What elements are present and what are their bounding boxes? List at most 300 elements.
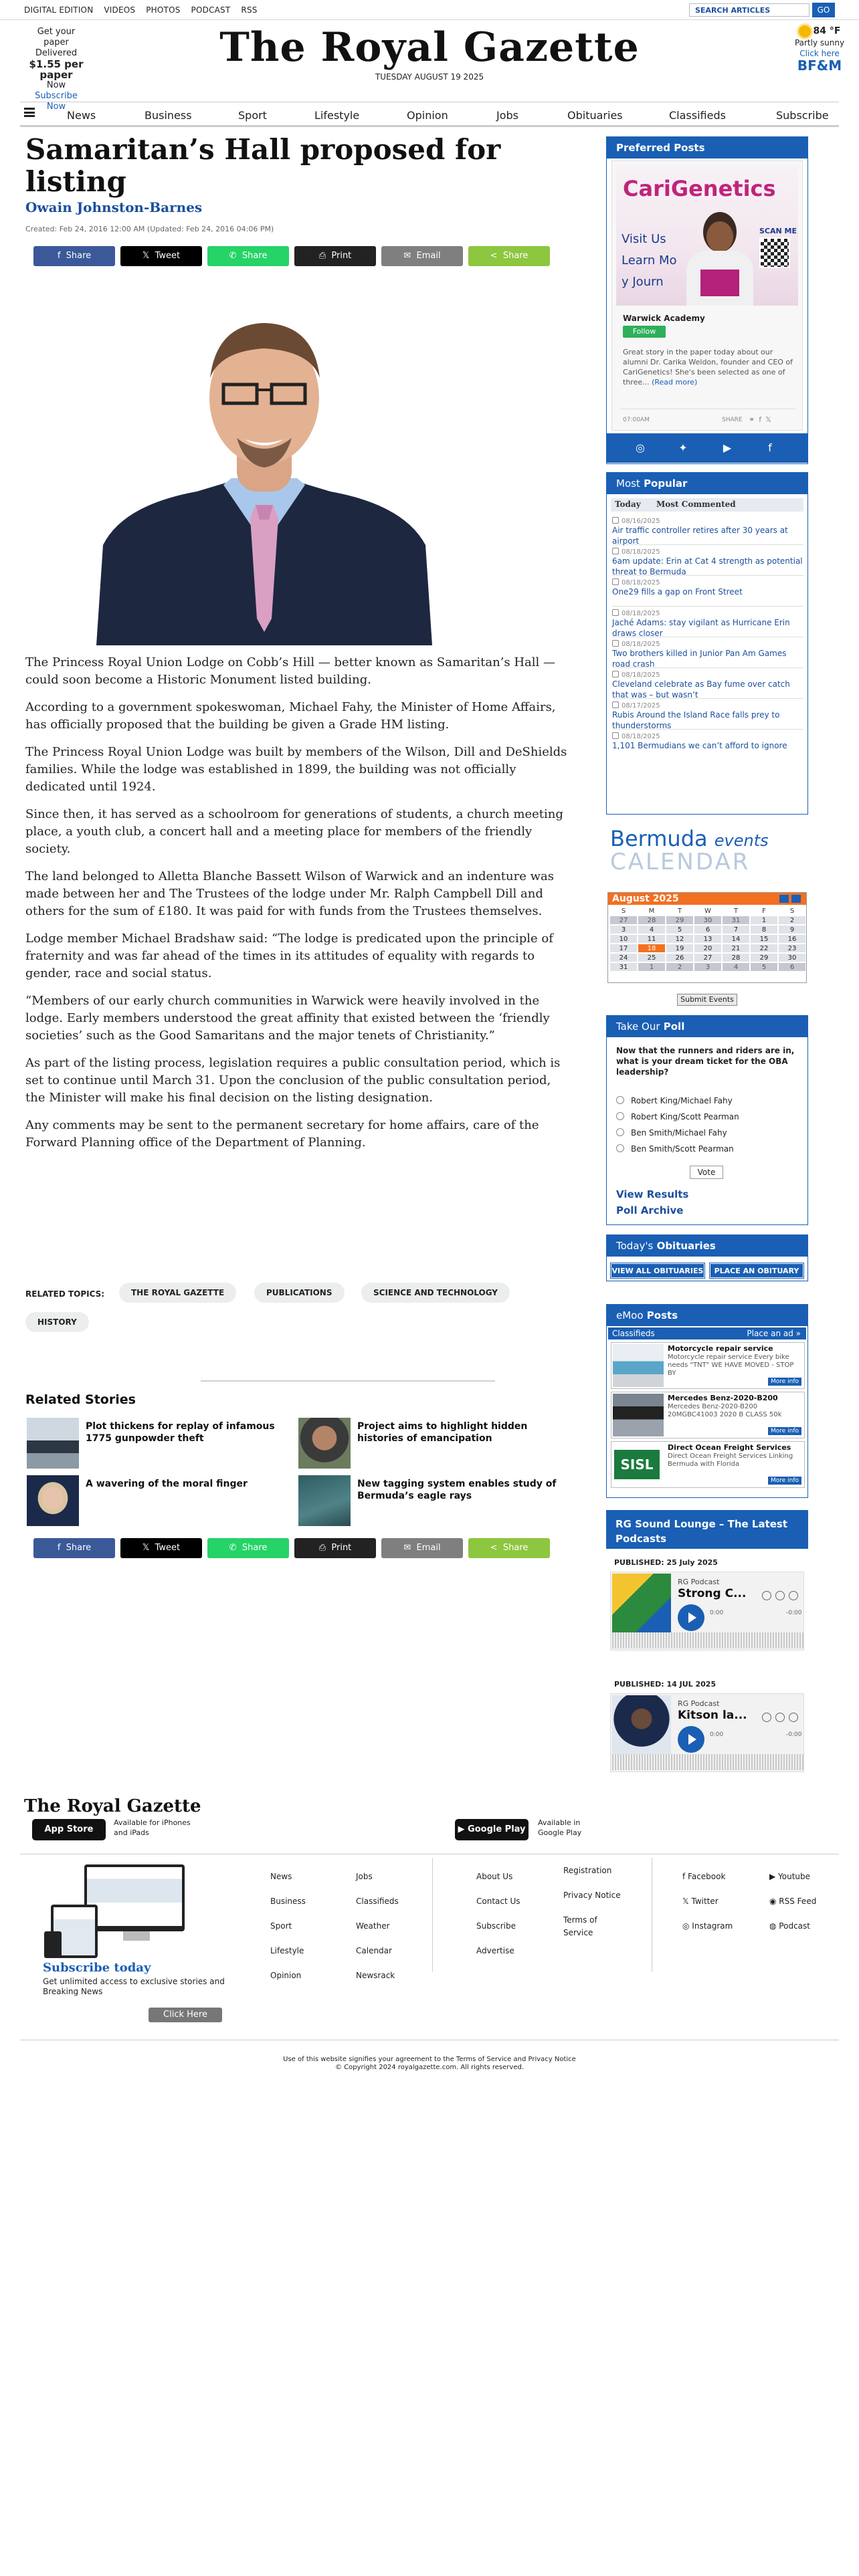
- site-logo[interactable]: The Royal Gazette: [219, 24, 640, 71]
- footer-social-link[interactable]: [769, 1914, 816, 1939]
- related-stories-heading: Related Stories: [25, 1392, 136, 1407]
- calendar-day[interactable]: 24: [609, 953, 638, 962]
- sun-icon: [799, 25, 811, 37]
- share-facebook-label: Share: [66, 1543, 92, 1553]
- calendar-day[interactable]: 5: [750, 962, 778, 972]
- nav-classifieds[interactable]: Classifieds: [669, 109, 726, 122]
- popular-list: [612, 514, 803, 760]
- youtube-icon: ▶: [769, 1872, 779, 1881]
- footer-link[interactable]: Privacy Notice: [563, 1891, 621, 1900]
- footer-link[interactable]: Registration: [563, 1866, 612, 1875]
- print-button[interactable]: [294, 246, 376, 266]
- popular-item[interactable]: [612, 637, 803, 668]
- share-whatsapp-button[interactable]: [207, 1538, 289, 1558]
- footer-col-1: [270, 1864, 306, 1988]
- emoo-subbar: [608, 1327, 806, 1339]
- banner-scan: SCAN ME: [759, 227, 797, 235]
- sound-lounge-heading: RG Sound Lounge – The Latest Podcasts: [606, 1510, 808, 1549]
- popular-item[interactable]: [612, 607, 803, 637]
- footer-link[interactable]: About Us: [476, 1872, 513, 1881]
- google-play-text: Available in Google Play: [538, 1818, 582, 1837]
- article-paragraph: The Princess Royal Union Lodge was built by members of the Wilson, Dill and DeShields families. While the lodge was established in 1899, the building was not officially dedicated until 1924.: [25, 745, 567, 794]
- podcast-player: [610, 1693, 804, 1772]
- email-icon: ✉: [403, 251, 417, 261]
- footer-social-label: Youtube: [778, 1872, 811, 1881]
- calendar-day[interactable]: 20: [694, 944, 722, 953]
- todays-obituaries: [606, 1235, 808, 1281]
- article-body: [25, 654, 569, 1162]
- popular-item[interactable]: [612, 730, 803, 760]
- article-author[interactable]: Owain Johnston-Barnes: [25, 199, 203, 215]
- calendar-day[interactable]: 21: [722, 944, 750, 953]
- print-label: Print: [331, 1543, 352, 1553]
- classified-image: [613, 1394, 664, 1436]
- footer-link[interactable]: Terms of Service: [563, 1915, 597, 1937]
- popular-item-date: 08/18/2025: [612, 671, 803, 679]
- popular-item-date: 08/18/2025: [612, 609, 803, 617]
- footer-col-2: [356, 1864, 399, 1988]
- calendar-day[interactable]: 6: [694, 925, 722, 934]
- legal-text: [0, 2056, 859, 2072]
- banner-brand: CariGenetics: [623, 176, 776, 201]
- footer-social-label: Facebook: [688, 1872, 726, 1881]
- related-story[interactable]: [27, 1475, 294, 1526]
- footer-link[interactable]: Newsrack: [356, 1971, 395, 1980]
- popular-item-title: One29 fills a gap on Front Street: [612, 587, 743, 597]
- subscribe-icon[interactable]: [789, 1591, 798, 1600]
- topic-tag[interactable]: THE ROYAL GAZETTE: [119, 1283, 236, 1303]
- podcast-published: PUBLISHED: 14 JUL 2025: [614, 1680, 717, 1689]
- share-x-button[interactable]: [120, 1538, 202, 1558]
- popular-item-date: 08/18/2025: [612, 578, 803, 586]
- article-paragraph: Since then, it has served as a schoolroom for generations of students, a church meeting place, a youth club, a concert hall and a meeting place for members of the friendly society.: [25, 807, 563, 856]
- calendar-day[interactable]: 30: [778, 953, 806, 962]
- related-story-title: Project aims to highlight hidden histories of emancipation: [357, 1421, 528, 1444]
- click-here-button[interactable]: Click Here: [149, 2008, 222, 2022]
- calendar-day[interactable]: 31: [609, 962, 638, 972]
- calendar-day[interactable]: 13: [694, 934, 722, 944]
- classifieds-label: Classifieds: [612, 1329, 655, 1338]
- calendar-day[interactable]: 8: [750, 925, 778, 934]
- footer-link[interactable]: Subscribe: [476, 1921, 516, 1931]
- footer-social-link[interactable]: [769, 1889, 816, 1914]
- masthead-date: TUESDAY AUGUST 19 2025: [375, 72, 484, 82]
- weather-desc: Partly sunny: [794, 38, 845, 47]
- calendar-day[interactable]: 23: [778, 944, 806, 953]
- footer-social-link[interactable]: [769, 1864, 816, 1889]
- footer-link[interactable]: Lifestyle: [270, 1946, 304, 1955]
- submit-events-button[interactable]: Submit Events: [677, 994, 737, 1006]
- podcast-time-remaining: -0:00: [786, 1731, 802, 1738]
- podcast-time-elapsed: 0:00: [710, 1731, 724, 1738]
- promo-now: Now: [46, 80, 66, 90]
- sisl-logo: SISL: [614, 1450, 660, 1479]
- rss-icon: ◉: [769, 1897, 779, 1906]
- podcast-title[interactable]: Strong C...: [678, 1587, 747, 1600]
- share-icon: <: [490, 251, 503, 261]
- poll-option[interactable]: Robert King/Scott Pearman: [616, 1112, 739, 1121]
- footer-col-6: [769, 1864, 816, 1939]
- weather-link[interactable]: Click here: [799, 49, 840, 58]
- calendar-day[interactable]: 14: [722, 934, 750, 944]
- popular-item[interactable]: [612, 514, 803, 545]
- footer-social-link[interactable]: [682, 1914, 733, 1939]
- popular-item-date: 08/18/2025: [612, 640, 803, 648]
- podcast-art: [612, 1574, 671, 1632]
- promo-line-2: Delivered: [35, 48, 78, 58]
- article-paragraph: The land belonged to Alletta Blanche Bassett Wilson of Warwick and an indenture was made between her and The Trustees of the lodge under Mr. Ralph Campbell Dill and others for the sum of £180. It was paid for with funds from the Trustees themselves.: [25, 869, 554, 918]
- poll-heading: [607, 1016, 807, 1037]
- podcast-waveform[interactable]: [612, 1632, 803, 1648]
- related-story-title: Plot thickens for replay of infamous 1775 gunpowder theft: [86, 1421, 275, 1444]
- calendar-weekday: M: [638, 906, 666, 916]
- events-calendar: [607, 892, 807, 983]
- heading-part: Obituaries: [656, 1240, 716, 1252]
- calendar-day[interactable]: 6: [778, 962, 806, 972]
- footer-logo[interactable]: The Royal Gazette: [24, 1796, 201, 1816]
- card-share-label: SHARE: [722, 417, 743, 423]
- calendar-day[interactable]: 1: [750, 916, 778, 925]
- footer-link[interactable]: Calendar: [356, 1946, 392, 1955]
- classified-title: Direct Ocean Freight Services: [668, 1443, 791, 1452]
- calendar-day[interactable]: 31: [722, 916, 750, 925]
- calendar-day[interactable]: 18: [638, 944, 666, 953]
- footer-link[interactable]: Advertise: [476, 1946, 514, 1955]
- preferred-post-text: [623, 347, 794, 387]
- preferred-post-card[interactable]: [611, 160, 803, 431]
- link-icon[interactable]: ⚭: [749, 415, 759, 424]
- popular-item[interactable]: [612, 668, 803, 699]
- calendar-weekday: T: [722, 906, 750, 916]
- email-button[interactable]: [381, 246, 463, 266]
- tab-today[interactable]: Today: [615, 500, 641, 509]
- classified-item[interactable]: [611, 1392, 805, 1438]
- share-other-label: Share: [502, 251, 529, 261]
- events-logo-calendar: CALENDAR: [610, 849, 751, 875]
- print-label: Print: [331, 251, 352, 261]
- nav-business[interactable]: Business: [145, 109, 192, 122]
- classified-item[interactable]: [611, 1441, 805, 1488]
- footer-social-link[interactable]: [682, 1864, 733, 1889]
- footer-link[interactable]: Contact Us: [476, 1897, 520, 1906]
- popular-item[interactable]: [612, 545, 803, 576]
- popular-item-title: 1,101 Bermudians we can’t afford to ignore: [612, 741, 787, 750]
- play-button[interactable]: [678, 1604, 704, 1631]
- calendar-day[interactable]: 19: [666, 944, 694, 953]
- x-icon: 𝕏: [142, 1543, 155, 1553]
- podcast-time-remaining: -0:00: [786, 1610, 802, 1616]
- footer-social-link[interactable]: [682, 1889, 733, 1914]
- promo-line-1: Get your paper: [37, 27, 76, 47]
- article-paragraph: Any comments may be sent to the permanent secretary for home affairs, care of the Forward Planning office of the Department of Planning.: [25, 1118, 539, 1150]
- calendar-day[interactable]: 2: [666, 962, 694, 972]
- popular-item-title: Rubis Around the Island Race falls prey to thunderstorms: [612, 710, 780, 730]
- calendar-day[interactable]: 3: [609, 925, 638, 934]
- footer-link[interactable]: Sport: [270, 1921, 292, 1931]
- podcast-published: PUBLISHED: 25 July 2025: [614, 1558, 718, 1567]
- banner-journey: y Journ: [622, 275, 664, 289]
- calendar-day[interactable]: 15: [750, 934, 778, 944]
- instagram-icon[interactable]: ◎: [636, 441, 645, 454]
- follow-button[interactable]: [623, 326, 666, 338]
- article-headline: Samaritan’s Hall proposed for listing: [25, 133, 501, 198]
- footer-link[interactable]: Weather: [356, 1921, 390, 1931]
- most-popular: [606, 472, 808, 815]
- email-button[interactable]: [381, 1538, 463, 1558]
- google-play-icon: ▶: [458, 1824, 468, 1834]
- article-paragraph: The Princess Royal Union Lodge on Cobb’s Hill — better known as Samaritan’s Hall — could soon become a Historic Monument listed building.: [25, 655, 556, 687]
- view-all-obituaries-button[interactable]: VIEW ALL OBITUARIES: [611, 1263, 704, 1278]
- popular-item-title: 6am update: Erin at Cat 4 strength as potential threat to Bermuda: [612, 556, 803, 576]
- calendar-day[interactable]: 29: [666, 916, 694, 925]
- facebook-icon: f: [682, 1872, 688, 1881]
- share-icon[interactable]: [775, 1591, 785, 1600]
- heading-part: eMoo: [616, 1309, 644, 1321]
- popular-item-title: Air traffic controller retires after 30 years at airport: [612, 526, 788, 546]
- classified-desc: Motorcycle repair service Every bike needs "TNT" WE HAVE MOVED - STOP BY: [668, 1354, 794, 1377]
- footer-link[interactable]: Opinion: [270, 1971, 302, 1980]
- info-icon[interactable]: [762, 1591, 771, 1600]
- footer-separator: [432, 1858, 433, 1971]
- play-button[interactable]: [678, 1726, 704, 1753]
- podcast-label: RG Podcast: [678, 1699, 720, 1708]
- calendar-weekday: S: [609, 906, 638, 916]
- calendar-day[interactable]: 7: [722, 925, 750, 934]
- search-go-button[interactable]: GO: [812, 3, 835, 17]
- view-results-link[interactable]: View Results: [616, 1188, 689, 1200]
- heading-part: Take Our: [616, 1021, 660, 1033]
- calendar-day[interactable]: 2: [778, 916, 806, 925]
- article-timestamp: Created: Feb 24, 2016 12:00 AM (Updated: Feb 24, 2016 04:06 PM): [25, 225, 274, 233]
- share-other-button[interactable]: [468, 246, 550, 266]
- calendar-day[interactable]: 28: [638, 916, 666, 925]
- sponsor-logo[interactable]: BF&M: [797, 58, 842, 74]
- place-ad-link[interactable]: Place an ad »: [747, 1329, 801, 1338]
- app-store-text: Available for iPhones and iPads: [114, 1818, 191, 1837]
- calendar-prev-icon[interactable]: [779, 895, 789, 903]
- share-other-button[interactable]: [468, 1538, 550, 1558]
- topic-tag[interactable]: PUBLICATIONS: [254, 1283, 345, 1303]
- calendar-day[interactable]: 12: [666, 934, 694, 944]
- popular-item-date: 08/17/2025: [612, 702, 803, 710]
- footer-link[interactable]: Jobs: [356, 1872, 373, 1881]
- print-icon: ⎙: [318, 1543, 332, 1553]
- footer-social-label: RSS Feed: [779, 1897, 817, 1906]
- calendar-weekday: S: [778, 906, 806, 916]
- whatsapp-icon: ✆: [229, 251, 242, 261]
- link-podcast[interactable]: PODCAST: [191, 5, 231, 15]
- weather-temp: 84 °F: [813, 25, 841, 37]
- promo-price: $1.55 per paper: [29, 58, 84, 81]
- twitter-icon[interactable]: ✦: [678, 441, 688, 454]
- share-facebook-button[interactable]: [33, 1538, 115, 1558]
- popular-item-date: 08/18/2025: [612, 548, 803, 556]
- main-nav: [20, 102, 839, 127]
- vote-button[interactable]: Vote: [690, 1166, 723, 1179]
- calendar-day[interactable]: 30: [694, 916, 722, 925]
- popular-item-date: 08/18/2025: [612, 732, 803, 740]
- facebook-icon: f: [57, 1543, 66, 1553]
- share-x-label: Tweet: [155, 251, 181, 261]
- podcast-title[interactable]: Kitson la...: [678, 1709, 747, 1722]
- related-story-thumb: [27, 1418, 79, 1469]
- footer-col-4: [563, 1864, 624, 1939]
- classified-item[interactable]: [611, 1342, 805, 1389]
- calendar-day[interactable]: 16: [778, 934, 806, 944]
- more-info-button[interactable]: More info: [768, 1378, 801, 1386]
- classified-image: [613, 1344, 664, 1387]
- events-calendar-logo[interactable]: [610, 828, 784, 873]
- nav-news[interactable]: News: [67, 109, 96, 122]
- related-story[interactable]: [298, 1475, 566, 1526]
- search-input[interactable]: SEARCH ARTICLES: [689, 3, 809, 17]
- facebook-icon[interactable]: f: [768, 441, 772, 454]
- share-bar-top: [33, 246, 569, 266]
- share-x-button[interactable]: [120, 246, 202, 266]
- nav-obituaries[interactable]: Obituaries: [567, 109, 623, 122]
- footer-link[interactable]: Classifieds: [356, 1897, 399, 1906]
- preferred-org[interactable]: Warwick Academy: [623, 314, 705, 323]
- calendar-day[interactable]: 4: [722, 962, 750, 972]
- calendar-next-icon[interactable]: [791, 895, 801, 903]
- related-story[interactable]: [27, 1418, 294, 1469]
- calendar-day[interactable]: 9: [778, 925, 806, 934]
- calendar-day[interactable]: 25: [638, 953, 666, 962]
- calendar-day[interactable]: 10: [609, 934, 638, 944]
- nav-jobs[interactable]: Jobs: [496, 109, 518, 122]
- popular-item-title: Two brothers killed in Junior Pan Am Games road crash: [612, 649, 787, 669]
- link-digital-edition[interactable]: DIGITAL EDITION: [24, 5, 94, 15]
- calendar-weekday: W: [694, 906, 722, 916]
- section-divider: [201, 1380, 495, 1382]
- social-bar: [606, 433, 808, 463]
- google-play-badge[interactable]: [455, 1819, 529, 1840]
- article-paragraph: Lodge member Michael Bradshaw said: “The lodge is predicated upon the principle of fraternity and was far ahead of the times in its attitudes of equality with regards to gender, race and social status.: [25, 932, 553, 980]
- calendar-day[interactable]: 28: [722, 953, 750, 962]
- footer-social-label: Twitter: [691, 1897, 719, 1906]
- calendar-day[interactable]: 27: [609, 916, 638, 925]
- events-logo-events: events: [714, 831, 769, 850]
- footer-social-label: Instagram: [692, 1921, 733, 1931]
- link-photos[interactable]: PHOTOS: [146, 5, 181, 15]
- facebook-icon: f: [57, 251, 66, 261]
- email-icon: ✉: [403, 1543, 417, 1553]
- topic-tag[interactable]: SCIENCE AND TECHNOLOGY: [361, 1283, 510, 1303]
- article-paragraph: According to a government spokeswoman, Michael Fahy, the Minister of Home Affairs, has officially proposed that the building be given a Grade HM listing.: [25, 700, 556, 732]
- calendar-day[interactable]: 17: [609, 944, 638, 953]
- calendar-day[interactable]: 27: [694, 953, 722, 962]
- popular-item-date: 08/16/2025: [612, 517, 803, 525]
- footer-link[interactable]: News: [270, 1872, 292, 1881]
- preferred-post-body: Great story in the paper today about our alumni Dr. Carika Weldon, founder and CEO of CariGenetics! She's been selected as one of three...: [623, 348, 793, 387]
- nav-sport[interactable]: Sport: [238, 109, 267, 122]
- more-info-button[interactable]: More info: [768, 1427, 801, 1435]
- hamburger-menu-icon[interactable]: [24, 108, 35, 117]
- calendar-day[interactable]: 5: [666, 925, 694, 934]
- poll-option[interactable]: Ben Smith/Michael Fahy: [616, 1128, 727, 1138]
- podcast-waveform[interactable]: [612, 1754, 803, 1770]
- app-store-badge[interactable]: [32, 1819, 106, 1840]
- share-bar-bottom: [33, 1538, 569, 1558]
- share-whatsapp-button[interactable]: [207, 246, 289, 266]
- calendar-grid: [609, 906, 806, 972]
- footer-col-5: [682, 1864, 733, 1939]
- related-story[interactable]: [298, 1418, 566, 1469]
- article-paragraph: “Members of our early church communities in Warwick were heavily involved in the lodge. Early members understood the great affinity that existed between the ‘friendly societies’ such as the Good Samaritans and the major tenets of Christianity.”: [25, 994, 550, 1043]
- link-rss[interactable]: RSS: [241, 5, 258, 15]
- calendar-day[interactable]: 1: [638, 962, 666, 972]
- article-photo: [96, 304, 432, 645]
- whatsapp-icon: ✆: [229, 1543, 242, 1553]
- poll-question: Now that the runners and riders are in, what is your dream ticket for the OBA leadership?: [616, 1046, 795, 1077]
- person-photo: [683, 212, 757, 306]
- facebook-icon[interactable]: f: [759, 415, 766, 424]
- preferred-post-banner: [616, 165, 798, 306]
- tab-most-commented[interactable]: Most Commented: [656, 500, 736, 509]
- print-button[interactable]: [294, 1538, 376, 1558]
- most-popular-heading: [607, 473, 807, 494]
- popular-item[interactable]: [612, 699, 803, 730]
- share-facebook-button[interactable]: [33, 246, 115, 266]
- share-icon[interactable]: [775, 1713, 785, 1722]
- calendar-day[interactable]: 26: [666, 953, 694, 962]
- subscribe-now-link[interactable]: Subscribe Now: [35, 91, 78, 112]
- related-topics-label: RELATED TOPICS:: [25, 1289, 105, 1299]
- heading-part: Most: [616, 477, 640, 490]
- read-more-link[interactable]: (Read more): [652, 378, 698, 387]
- heading-part: Today's: [616, 1240, 654, 1252]
- share-icon: <: [490, 1543, 503, 1553]
- related-story-title: New tagging system enables study of Bermuda’s eagle rays: [357, 1479, 557, 1501]
- share-whatsapp-label: Share: [242, 251, 268, 261]
- link-videos[interactable]: VIDEOS: [104, 5, 136, 15]
- nav-subscribe[interactable]: Subscribe: [776, 109, 829, 122]
- share-whatsapp-label: Share: [242, 1543, 268, 1553]
- footer-col-3: [476, 1864, 520, 1963]
- youtube-icon[interactable]: ▶: [723, 441, 732, 454]
- popular-tabs: [611, 498, 803, 512]
- classified-image: [613, 1443, 664, 1486]
- classified-title: Mercedes Benz-2020-B200: [668, 1394, 778, 1402]
- calendar-day[interactable]: 11: [638, 934, 666, 944]
- topic-tag[interactable]: HISTORY: [25, 1312, 89, 1332]
- google-play-label: Google Play: [468, 1824, 526, 1834]
- calendar-day[interactable]: 22: [750, 944, 778, 953]
- top-utility-bar: [0, 0, 859, 20]
- info-icon[interactable]: [762, 1713, 771, 1722]
- email-label: Email: [416, 1543, 441, 1553]
- related-story-thumb: [298, 1418, 351, 1469]
- popular-item[interactable]: [612, 576, 803, 607]
- footer-link[interactable]: Business: [270, 1897, 306, 1906]
- poll-option[interactable]: Ben Smith/Scott Pearman: [616, 1144, 734, 1154]
- share-x-label: Tweet: [155, 1543, 181, 1553]
- x-icon[interactable]: 𝕏: [765, 415, 775, 424]
- obituaries-heading: [607, 1235, 807, 1257]
- calendar-day[interactable]: 3: [694, 962, 722, 972]
- nav-opinion[interactable]: Opinion: [407, 109, 448, 122]
- calendar-day[interactable]: 4: [638, 925, 666, 934]
- place-obituary-button[interactable]: PLACE AN OBITUARY: [710, 1263, 803, 1278]
- calendar-day[interactable]: 29: [750, 953, 778, 962]
- poll-archive-link[interactable]: Poll Archive: [616, 1204, 684, 1216]
- x-icon: 𝕏: [682, 1897, 692, 1906]
- subscribe-icon[interactable]: [789, 1713, 798, 1722]
- nav-lifestyle[interactable]: Lifestyle: [314, 109, 360, 122]
- poll-option[interactable]: Robert King/Michael Fahy: [616, 1096, 733, 1105]
- more-info-button[interactable]: More info: [768, 1477, 801, 1485]
- weather-widget: [789, 25, 850, 74]
